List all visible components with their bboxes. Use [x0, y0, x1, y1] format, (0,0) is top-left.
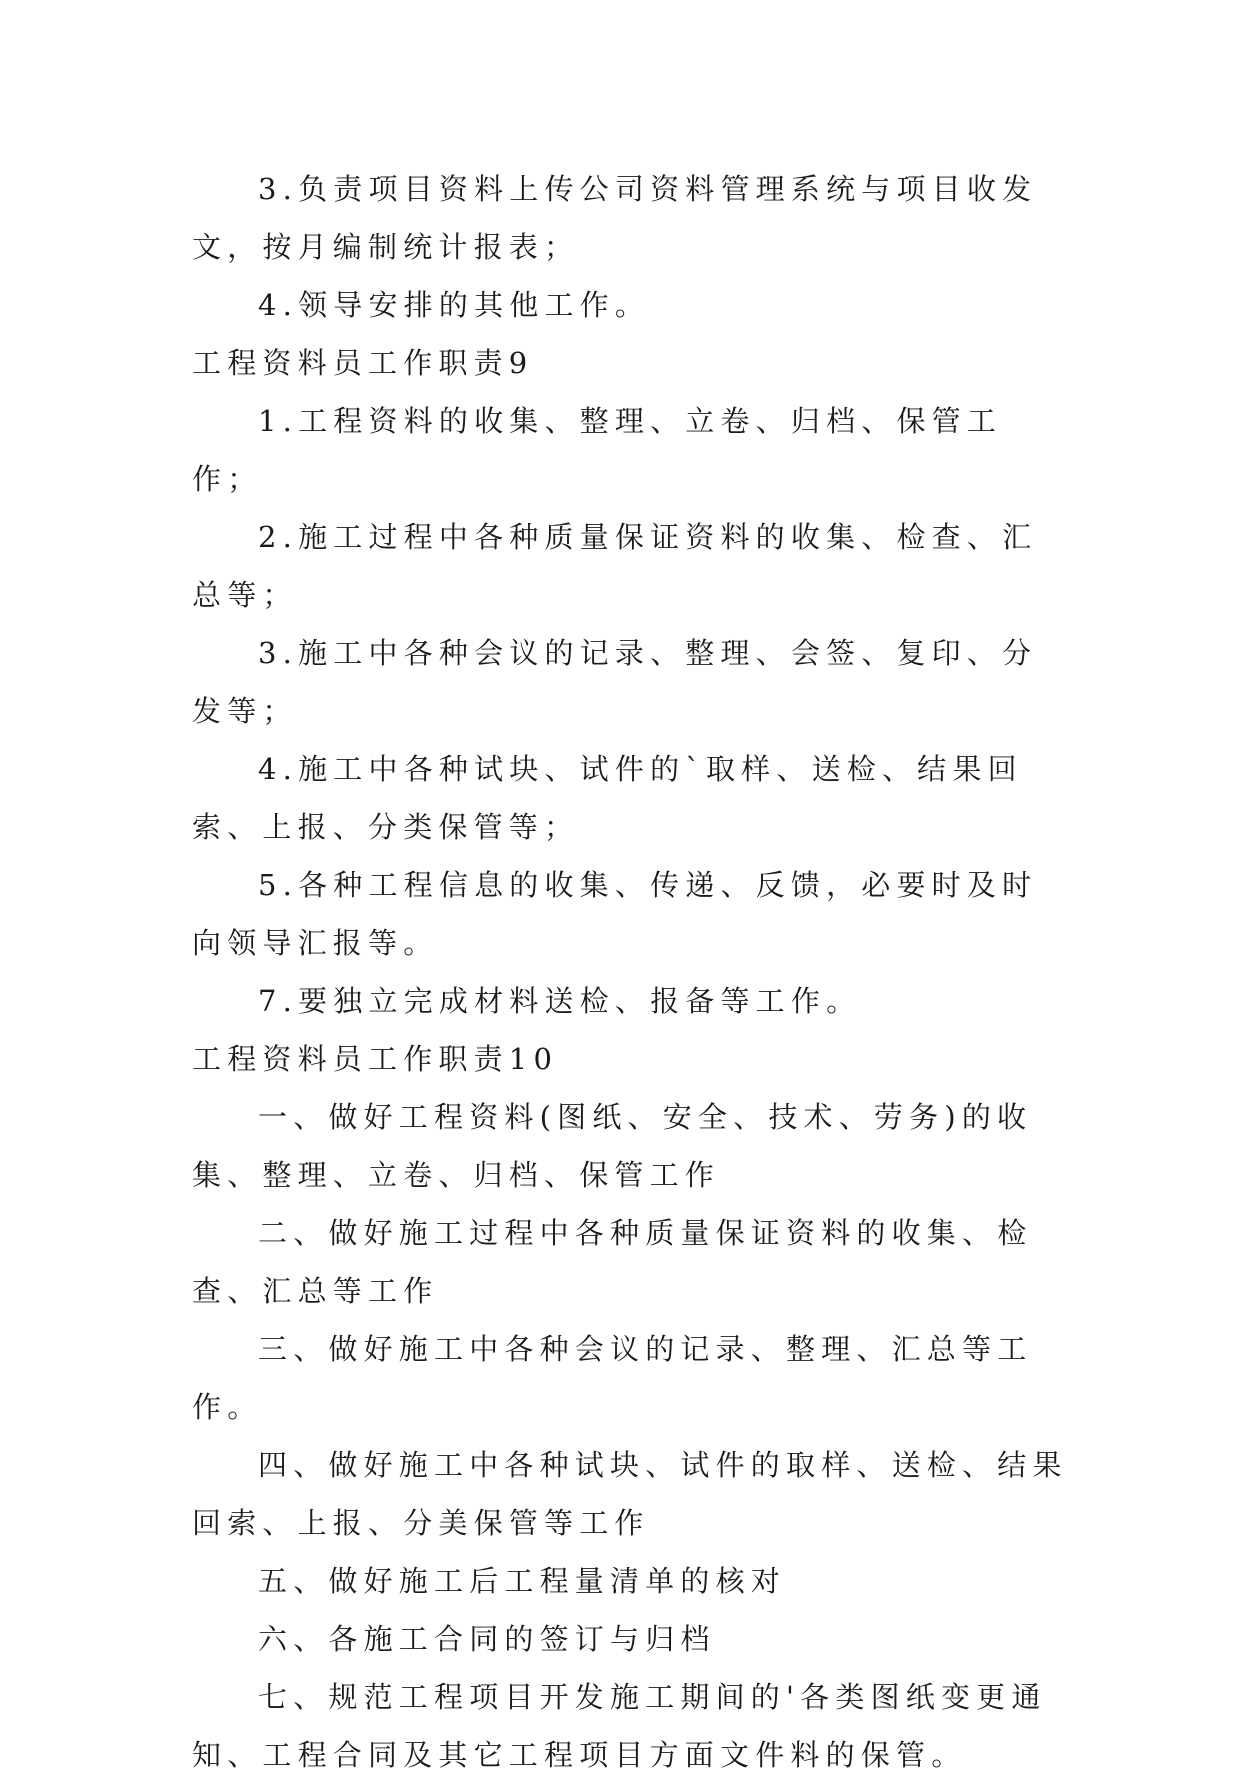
paragraph-item: 六、各施工合同的签订与归档: [258, 1622, 716, 1656]
paragraph-item: 七、规范工程项目开发施工期间的'各类图纸变更通知、工程合同及其它工程项目方面文件料的保管。: [192, 1680, 1047, 1772]
section-heading: 工程资料员工作职责10: [192, 1042, 559, 1076]
paragraph-item: 3.负责项目资料上传公司资料管理系统与项目收发文，按月编制统计报表；: [192, 172, 1038, 264]
paragraph-item: 1.工程资料的收集、整理、立卷、归档、保管工作；: [192, 404, 1003, 496]
paragraph-item: 三、做好施工中各种会议的记录、整理、汇总等工作。: [192, 1332, 1033, 1424]
paragraph-item: 3.施工中各种会议的记录、整理、会签、复印、分发等；: [192, 636, 1038, 728]
paragraph-item: 四、做好施工中各种试块、试件的取样、送检、结果回索、上报、分美保管等工作: [192, 1448, 1068, 1540]
paragraph-item: 5.各种工程信息的收集、传递、反馈，必要时及时向领导汇报等。: [192, 868, 1038, 960]
paragraph-item: 2.施工过程中各种质量保证资料的收集、检查、汇总等；: [192, 520, 1038, 612]
section-heading: 工程资料员工作职责9: [192, 346, 534, 380]
paragraph-item: 7.要独立完成材料送检、报备等工作。: [258, 984, 862, 1018]
paragraph-item: 4.施工中各种试块、试件的`取样、送检、结果回索、上报、分类保管等；: [192, 752, 1023, 844]
paragraph-item: 4.领导安排的其他工作。: [258, 288, 651, 322]
paragraph-item: 五、做好施工后工程量清单的核对: [258, 1564, 787, 1598]
paragraph-item: 一、做好工程资料(图纸、安全、技术、劳务)的收集、整理、立卷、归档、保管工作: [192, 1100, 1033, 1192]
paragraph-item: 二、做好施工过程中各种质量保证资料的收集、检查、汇总等工作: [192, 1216, 1033, 1308]
